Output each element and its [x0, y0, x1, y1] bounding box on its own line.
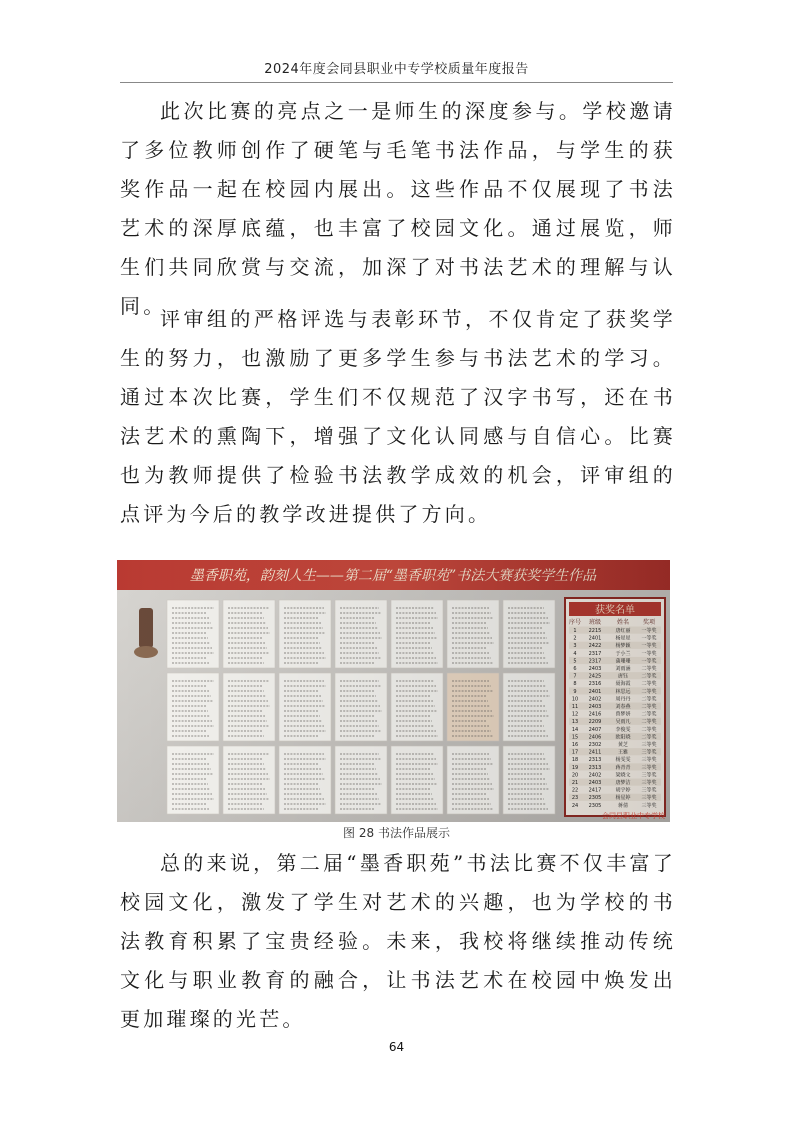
- photo-watermark: 会同县职业中专学校: [602, 812, 665, 820]
- calligraphy-exhibition-photo: [117, 560, 670, 822]
- figure-caption: 图 28 书法作品展示: [343, 826, 450, 840]
- header-divider: [120, 82, 673, 83]
- page-header: 2024年度会同县职业中专学校质量年度报告: [264, 62, 529, 77]
- paragraph-1: 此次比赛的亮点之一是师生的深度参与。学校邀请了多位教师创作了硬笔与毛笔书法作品，与学生的获奖作品一起在校园内展出。这些作品不仅展现了书法艺术的深厚底蕴，也丰富了校园文化。通过展览，师生们共同欣赏与交流，加深了对书法艺术的理解与认同。: [120, 99, 676, 318]
- page-number: 64: [388, 1040, 405, 1054]
- paragraph-3: 总的来说，第二届“墨香职苑”书法比赛不仅丰富了校园文化，激发了学生对艺术的兴趣，也为学校的书法教育积累了宝贵经验。未来，我校将继续推动传统文化与职业教育的融合，让书法艺术在校园中焕发出更加璀璨的光芒。: [120, 851, 676, 1031]
- paragraph-2: 评审组的严格评选与表彰环节，不仅肯定了获奖学生的努力，也激励了更多学生参与书法艺术的学习。通过本次比赛，学生们不仅规范了汉字书写，还在书法艺术的熏陶下，增强了文化认同感与自信心。比赛也为教师提供了检验书法教学成效的机会，评审组的点评为今后的教学改进提供了方向。: [120, 307, 676, 526]
- photo-shading: [117, 560, 670, 822]
